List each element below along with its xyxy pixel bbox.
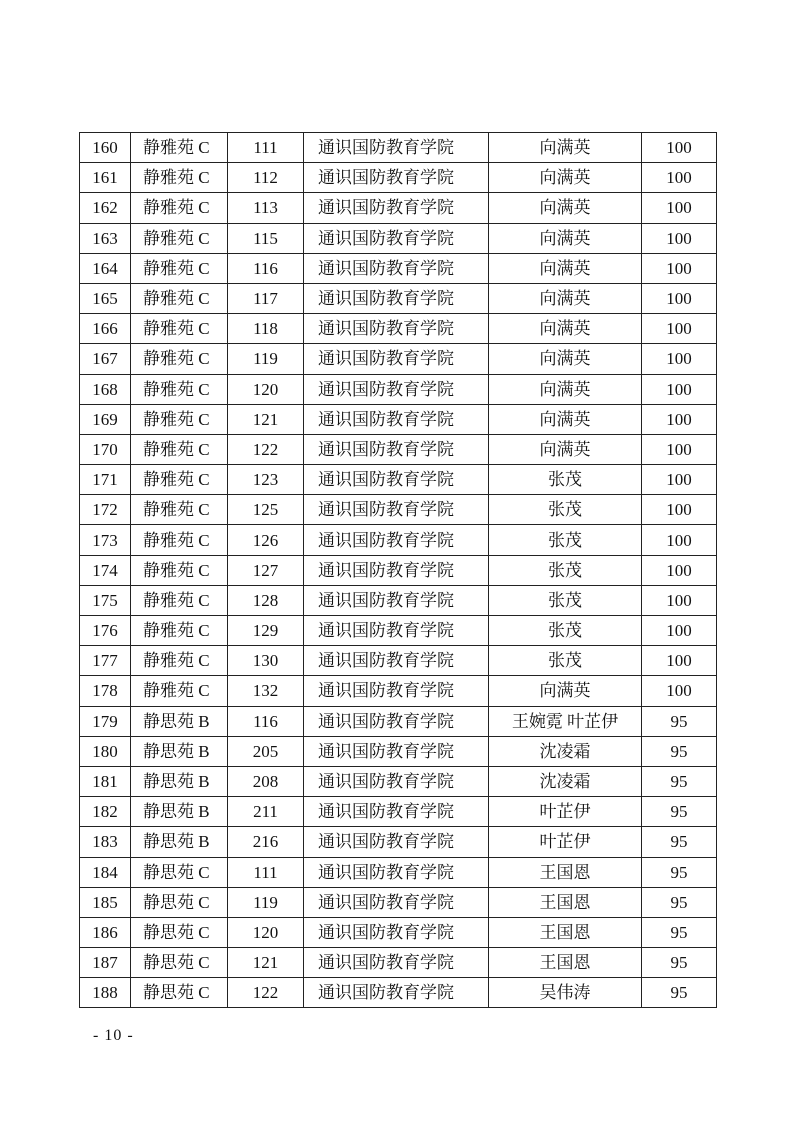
cell-dormitory: 静思苑 C: [131, 917, 228, 947]
cell-person: 张茂: [489, 616, 642, 646]
table-row: [80, 646, 717, 676]
cell-dormitory: 静雅苑 C: [131, 344, 228, 374]
cell-room: 205: [228, 736, 304, 766]
cell-score: 100: [642, 585, 717, 615]
cell-dormitory: 静思苑 B: [131, 797, 228, 827]
cell-number: 169: [80, 404, 131, 434]
table-row: [80, 465, 717, 495]
table-row: [80, 917, 717, 947]
table-row: [80, 616, 717, 646]
table-row: [80, 344, 717, 374]
cell-college: 通识国防教育学院: [304, 133, 489, 163]
cell-number: 176: [80, 616, 131, 646]
cell-number: 164: [80, 253, 131, 283]
cell-number: 165: [80, 283, 131, 313]
cell-dormitory: 静雅苑 C: [131, 616, 228, 646]
cell-dormitory: 静雅苑 C: [131, 163, 228, 193]
cell-person: 向满英: [489, 344, 642, 374]
cell-college: 通识国防教育学院: [304, 948, 489, 978]
table-row: [80, 736, 717, 766]
cell-room: 128: [228, 585, 304, 615]
cell-person: 向满英: [489, 283, 642, 313]
cell-score: 100: [642, 676, 717, 706]
cell-score: 95: [642, 978, 717, 1008]
cell-score: 100: [642, 133, 717, 163]
cell-person: 王国恩: [489, 917, 642, 947]
cell-dormitory: 静雅苑 C: [131, 193, 228, 223]
cell-number: 177: [80, 646, 131, 676]
cell-person: 张茂: [489, 555, 642, 585]
cell-dormitory: 静思苑 B: [131, 706, 228, 736]
cell-number: 170: [80, 434, 131, 464]
cell-college: 通识国防教育学院: [304, 706, 489, 736]
cell-room: 113: [228, 193, 304, 223]
cell-score: 95: [642, 917, 717, 947]
cell-college: 通识国防教育学院: [304, 404, 489, 434]
cell-score: 100: [642, 465, 717, 495]
cell-room: 125: [228, 495, 304, 525]
page-number: - 10 -: [93, 1027, 134, 1044]
cell-dormitory: 静雅苑 C: [131, 404, 228, 434]
cell-room: 127: [228, 555, 304, 585]
table-row: [80, 766, 717, 796]
table-row: [80, 283, 717, 313]
cell-dormitory: 静思苑 C: [131, 978, 228, 1008]
cell-number: 172: [80, 495, 131, 525]
cell-room: 115: [228, 223, 304, 253]
cell-person: 王婉霓 叶芷伊: [489, 706, 642, 736]
table-row: [80, 857, 717, 887]
cell-college: 通识国防教育学院: [304, 887, 489, 917]
cell-person: 向满英: [489, 253, 642, 283]
cell-college: 通识国防教育学院: [304, 163, 489, 193]
cell-score: 100: [642, 555, 717, 585]
cell-number: 187: [80, 948, 131, 978]
cell-person: 向满英: [489, 404, 642, 434]
cell-number: 188: [80, 978, 131, 1008]
cell-person: 王国恩: [489, 948, 642, 978]
cell-score: 100: [642, 434, 717, 464]
table-row: [80, 223, 717, 253]
cell-score: 100: [642, 314, 717, 344]
cell-person: 王国恩: [489, 857, 642, 887]
cell-number: 167: [80, 344, 131, 374]
cell-room: 120: [228, 917, 304, 947]
cell-college: 通识国防教育学院: [304, 827, 489, 857]
cell-number: 173: [80, 525, 131, 555]
cell-score: 100: [642, 344, 717, 374]
cell-score: 100: [642, 283, 717, 313]
cell-number: 179: [80, 706, 131, 736]
cell-dormitory: 静雅苑 C: [131, 495, 228, 525]
cell-score: 95: [642, 766, 717, 796]
cell-college: 通识国防教育学院: [304, 495, 489, 525]
cell-number: 166: [80, 314, 131, 344]
cell-number: 175: [80, 585, 131, 615]
table-body: [80, 133, 717, 1008]
cell-college: 通识国防教育学院: [304, 223, 489, 253]
cell-dormitory: 静思苑 B: [131, 766, 228, 796]
table-row: [80, 314, 717, 344]
cell-number: 178: [80, 676, 131, 706]
cell-room: 117: [228, 283, 304, 313]
cell-college: 通识国防教育学院: [304, 344, 489, 374]
cell-person: 向满英: [489, 193, 642, 223]
cell-room: 216: [228, 827, 304, 857]
table-row: [80, 676, 717, 706]
cell-dormitory: 静雅苑 C: [131, 434, 228, 464]
cell-college: 通识国防教育学院: [304, 314, 489, 344]
cell-dormitory: 静雅苑 C: [131, 646, 228, 676]
cell-room: 130: [228, 646, 304, 676]
cell-room: 118: [228, 314, 304, 344]
table-row: [80, 163, 717, 193]
cell-room: 211: [228, 797, 304, 827]
cell-score: 100: [642, 374, 717, 404]
cell-college: 通识国防教育学院: [304, 797, 489, 827]
cell-dormitory: 静雅苑 C: [131, 555, 228, 585]
cell-score: 100: [642, 525, 717, 555]
cell-college: 通识国防教育学院: [304, 374, 489, 404]
cell-college: 通识国防教育学院: [304, 283, 489, 313]
cell-number: 185: [80, 887, 131, 917]
cell-score: 100: [642, 646, 717, 676]
cell-number: 163: [80, 223, 131, 253]
cell-room: 116: [228, 253, 304, 283]
cell-dormitory: 静思苑 B: [131, 736, 228, 766]
cell-dormitory: 静雅苑 C: [131, 585, 228, 615]
cell-college: 通识国防教育学院: [304, 978, 489, 1008]
table-row: [80, 555, 717, 585]
cell-dormitory: 静雅苑 C: [131, 314, 228, 344]
cell-dormitory: 静雅苑 C: [131, 676, 228, 706]
cell-score: 95: [642, 797, 717, 827]
cell-person: 向满英: [489, 676, 642, 706]
table-row: [80, 978, 717, 1008]
cell-college: 通识国防教育学院: [304, 616, 489, 646]
cell-person: 向满英: [489, 223, 642, 253]
cell-room: 132: [228, 676, 304, 706]
cell-room: 119: [228, 887, 304, 917]
cell-score: 100: [642, 404, 717, 434]
cell-college: 通识国防教育学院: [304, 766, 489, 796]
table-row: [80, 887, 717, 917]
cell-room: 111: [228, 857, 304, 887]
cell-number: 168: [80, 374, 131, 404]
cell-dormitory: 静思苑 C: [131, 948, 228, 978]
table-row: [80, 948, 717, 978]
cell-room: 122: [228, 434, 304, 464]
cell-college: 通识国防教育学院: [304, 434, 489, 464]
cell-room: 121: [228, 948, 304, 978]
table-row: [80, 253, 717, 283]
cell-college: 通识国防教育学院: [304, 253, 489, 283]
cell-score: 100: [642, 193, 717, 223]
cell-person: 向满英: [489, 163, 642, 193]
cell-score: 95: [642, 827, 717, 857]
cell-score: 100: [642, 223, 717, 253]
table-row: [80, 133, 717, 163]
cell-number: 171: [80, 465, 131, 495]
cell-dormitory: 静雅苑 C: [131, 374, 228, 404]
cell-college: 通识国防教育学院: [304, 857, 489, 887]
cell-person: 张茂: [489, 465, 642, 495]
cell-room: 208: [228, 766, 304, 796]
cell-room: 123: [228, 465, 304, 495]
cell-number: 174: [80, 555, 131, 585]
cell-room: 120: [228, 374, 304, 404]
cell-person: 王国恩: [489, 887, 642, 917]
cell-score: 100: [642, 495, 717, 525]
cell-number: 186: [80, 917, 131, 947]
cell-score: 100: [642, 253, 717, 283]
cell-number: 160: [80, 133, 131, 163]
cell-college: 通识国防教育学院: [304, 555, 489, 585]
cell-person: 张茂: [489, 585, 642, 615]
cell-person: 叶芷伊: [489, 827, 642, 857]
cell-score: 100: [642, 163, 717, 193]
cell-college: 通识国防教育学院: [304, 646, 489, 676]
table-row: [80, 525, 717, 555]
cell-number: 161: [80, 163, 131, 193]
cell-person: 张茂: [489, 646, 642, 676]
cell-person: 张茂: [489, 525, 642, 555]
cell-score: 100: [642, 616, 717, 646]
cell-dormitory: 静思苑 C: [131, 887, 228, 917]
table-row: [80, 797, 717, 827]
cell-dormitory: 静雅苑 C: [131, 465, 228, 495]
cell-dormitory: 静雅苑 C: [131, 223, 228, 253]
cell-dormitory: 静雅苑 C: [131, 525, 228, 555]
cell-person: 吴伟涛: [489, 978, 642, 1008]
cell-person: 向满英: [489, 133, 642, 163]
cell-score: 95: [642, 706, 717, 736]
cell-room: 116: [228, 706, 304, 736]
cell-college: 通识国防教育学院: [304, 676, 489, 706]
cell-college: 通识国防教育学院: [304, 917, 489, 947]
cell-college: 通识国防教育学院: [304, 465, 489, 495]
cell-room: 122: [228, 978, 304, 1008]
cell-number: 182: [80, 797, 131, 827]
cell-dormitory: 静雅苑 C: [131, 283, 228, 313]
cell-score: 95: [642, 857, 717, 887]
cell-dormitory: 静思苑 C: [131, 857, 228, 887]
cell-score: 95: [642, 887, 717, 917]
cell-college: 通识国防教育学院: [304, 193, 489, 223]
cell-number: 184: [80, 857, 131, 887]
table-row: [80, 585, 717, 615]
cell-dormitory: 静雅苑 C: [131, 253, 228, 283]
cell-room: 129: [228, 616, 304, 646]
dormitory-score-table: [79, 132, 717, 1008]
cell-room: 111: [228, 133, 304, 163]
cell-score: 95: [642, 736, 717, 766]
table-row: [80, 404, 717, 434]
cell-room: 121: [228, 404, 304, 434]
cell-person: 张茂: [489, 495, 642, 525]
cell-number: 181: [80, 766, 131, 796]
table-row: [80, 193, 717, 223]
table-row: [80, 706, 717, 736]
table-row: [80, 495, 717, 525]
cell-room: 126: [228, 525, 304, 555]
cell-room: 119: [228, 344, 304, 374]
cell-college: 通识国防教育学院: [304, 736, 489, 766]
cell-college: 通识国防教育学院: [304, 525, 489, 555]
table-row: [80, 434, 717, 464]
cell-college: 通识国防教育学院: [304, 585, 489, 615]
cell-person: 向满英: [489, 434, 642, 464]
cell-person: 向满英: [489, 314, 642, 344]
cell-person: 叶芷伊: [489, 797, 642, 827]
cell-person: 沈凌霜: [489, 766, 642, 796]
cell-number: 162: [80, 193, 131, 223]
cell-dormitory: 静雅苑 C: [131, 133, 228, 163]
table-row: [80, 827, 717, 857]
cell-room: 112: [228, 163, 304, 193]
table-row: [80, 374, 717, 404]
cell-person: 向满英: [489, 374, 642, 404]
cell-person: 沈凌霜: [489, 736, 642, 766]
cell-dormitory: 静思苑 B: [131, 827, 228, 857]
cell-number: 183: [80, 827, 131, 857]
cell-number: 180: [80, 736, 131, 766]
cell-score: 95: [642, 948, 717, 978]
